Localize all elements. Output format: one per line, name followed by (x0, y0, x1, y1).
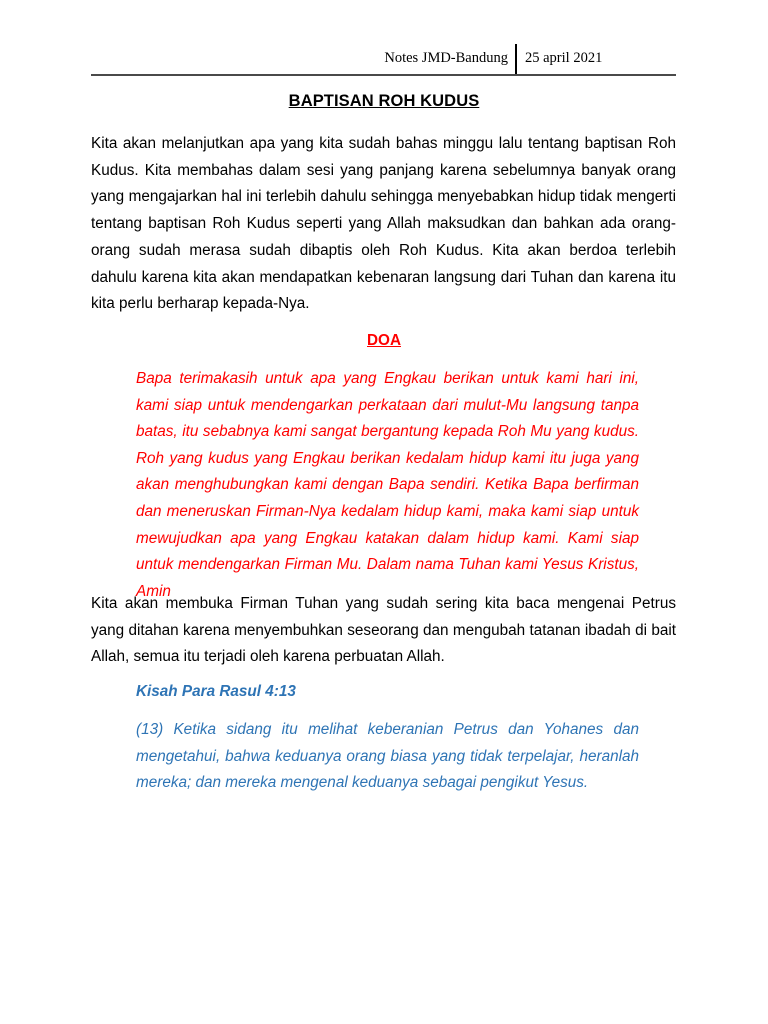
verse-reference: Kisah Para Rasul 4:13 (136, 683, 296, 700)
verse-text: (13) Ketika sidang itu melihat keberanian Petrus dan Yohanes dan mengetahui, bahwa keduanya orang biasa yang tidak terpelajar, heranlah mereka; dan mereka mengenal keduanya sebagai pengikut Yesus. (136, 721, 639, 792)
header-notes: Notes JMD-Bandung (384, 50, 508, 66)
header-date: 25 april 2021 (525, 50, 603, 66)
prayer-text: Bapa terimakasih untuk apa yang Engkau berikan untuk kami hari ini, kami siap untuk mendengarkan perkataan dari mulut-Mu langsung tanpa batas, itu sebabnya kami sangat bergantung kepada Roh Mu yang kudus. Roh yang kudus yang Engkau berikan kedalam hidup kami itu juga yang akan menghubungkan kami dengan Bapa sendiri. Ketika Bapa berfirman dan meneruskan Firman-Nya kedalam hidup kami, maka kami siap untuk mewujudkan apa yang Engkau katakan dalam hidup kami. Kami siap untuk mendengarkan Firman Mu. Dalam nama Tuhan kami Yesus Kristus, Amin (136, 370, 639, 600)
document-title: BAPTISAN ROH KUDUS (288, 92, 480, 110)
page-header (91, 44, 676, 76)
header-divider (515, 44, 517, 74)
prayer-heading: DOA (367, 332, 401, 349)
scripture-intro-paragraph: Kita akan membuka Firman Tuhan yang sudah sering kita baca mengenai Petrus yang ditahan karena menyembuhkan seseorang dan mengubah tatanan ibadah di bait Allah, semua itu terjadi oleh karena perbuatan Allah. (91, 595, 676, 666)
intro-paragraph: Kita akan melanjutkan apa yang kita sudah bahas minggu lalu tentang baptisan Roh Kudus. Kita membahas dalam sesi yang panjang karena sebelumnya banyak orang yang mengajarkan hal ini terlebih dahulu sehingga menyebabkan hidup tidak mengerti tentang baptisan Roh Kudus seperti yang Allah maksudkan dan bahkan ada orang-orang sudah merasa sudah dibaptis oleh Roh Kudus. Kita akan berdoa terlebih dahulu karena kita akan mendapatkan kebenaran langsung dari Tuhan dan karena itu kita perlu berharap kepada-Nya. (91, 135, 676, 313)
